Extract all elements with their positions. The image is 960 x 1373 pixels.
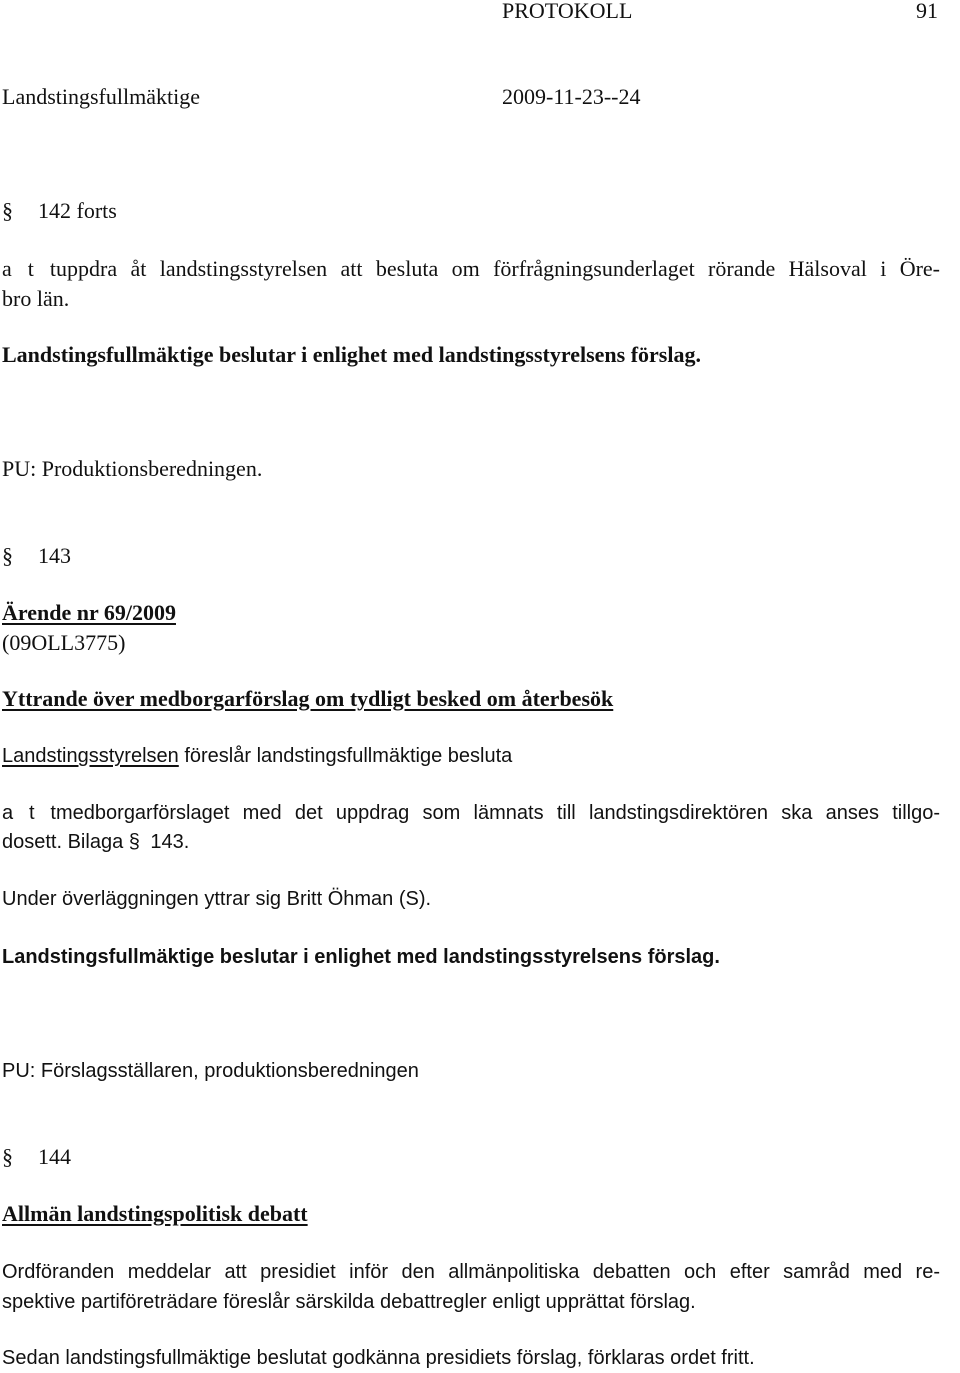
att-text: medborgarförslaget med det uppdrag som lämnats till landstingsdirektören ska anses tillgo- <box>56 802 940 824</box>
section-143-decision: Landstingsfullmäktige beslutar i enlighet med landstingsstyrelsens förslag. <box>2 946 720 968</box>
section-142-pu: PU: Produktionsberedningen. <box>2 456 263 481</box>
document-title: PROTOKOLL <box>502 0 633 23</box>
section-number: 143 <box>38 543 71 568</box>
section-143-att-line2 <box>2 827 189 857</box>
case-reference: (09OLL3775) <box>2 630 126 655</box>
section-142-decision: Landstingsfullmäktige beslutar i enlighet med landstingsstyrelsens förslag. <box>2 342 701 367</box>
section-144-heading <box>2 1142 71 1172</box>
section-symbol: § <box>128 831 140 853</box>
assembly-name: Landstingsfullmäktige <box>2 84 200 109</box>
section-number: 144 <box>38 1144 71 1169</box>
section-142-att-line2: bro län. <box>2 286 70 311</box>
section-144-title: Allmän landstingspolitisk debatt <box>2 1201 308 1226</box>
page-number: 91 <box>916 0 938 23</box>
section-143-heading <box>2 541 71 571</box>
att-marker: a t t <box>2 256 56 281</box>
meeting-dates: 2009-11-23--24 <box>502 84 641 109</box>
section-143-att-line1 <box>2 798 940 828</box>
section-144-para1-line2: spektive partiföreträdare föreslår särskilda debattregler enligt upprättat förslag. <box>2 1291 696 1313</box>
section-symbol: § <box>2 543 13 568</box>
appendix-ref: 143 <box>150 831 184 853</box>
case-number: Ärende nr 69/2009 <box>2 600 176 625</box>
section-144-para1-line1: Ordföranden meddelar att presidiet inför den allmänpolitiska debatten och efter samråd med re- <box>2 1261 940 1283</box>
proposer: Landstingsstyrelsen <box>2 745 179 767</box>
section-142-att-line1 <box>2 254 940 284</box>
section-143-title: Yttrande över medborgarförslag om tydligt besked om återbesök <box>2 686 614 711</box>
proposal-line <box>2 741 512 771</box>
discussion-note: Under överläggningen yttrar sig Britt Öhman (S). <box>2 888 432 910</box>
att-text-end: . <box>183 831 190 853</box>
proposal-text: föreslår landstingsfullmäktige besluta <box>184 745 513 767</box>
section-symbol: § <box>2 198 13 223</box>
section-143-pu: PU: Förslagsställaren, produktionsberedningen <box>2 1060 419 1082</box>
section-symbol: § <box>2 1144 13 1169</box>
att-text: uppdra åt landstingsstyrelsen att besluta om förfrågningsunderlaget rörande Hälsoval i Öre- <box>56 256 940 281</box>
att-marker: a t t <box>2 802 56 824</box>
section-heading-text: 142 forts <box>38 198 117 223</box>
att-text-cont: dosett. Bilaga <box>2 831 124 853</box>
section-144-para2: Sedan landstingsfullmäktige beslutat godkänna presidiets förslag, förklaras ordet fritt. <box>2 1347 755 1369</box>
section-142-heading <box>2 196 117 226</box>
